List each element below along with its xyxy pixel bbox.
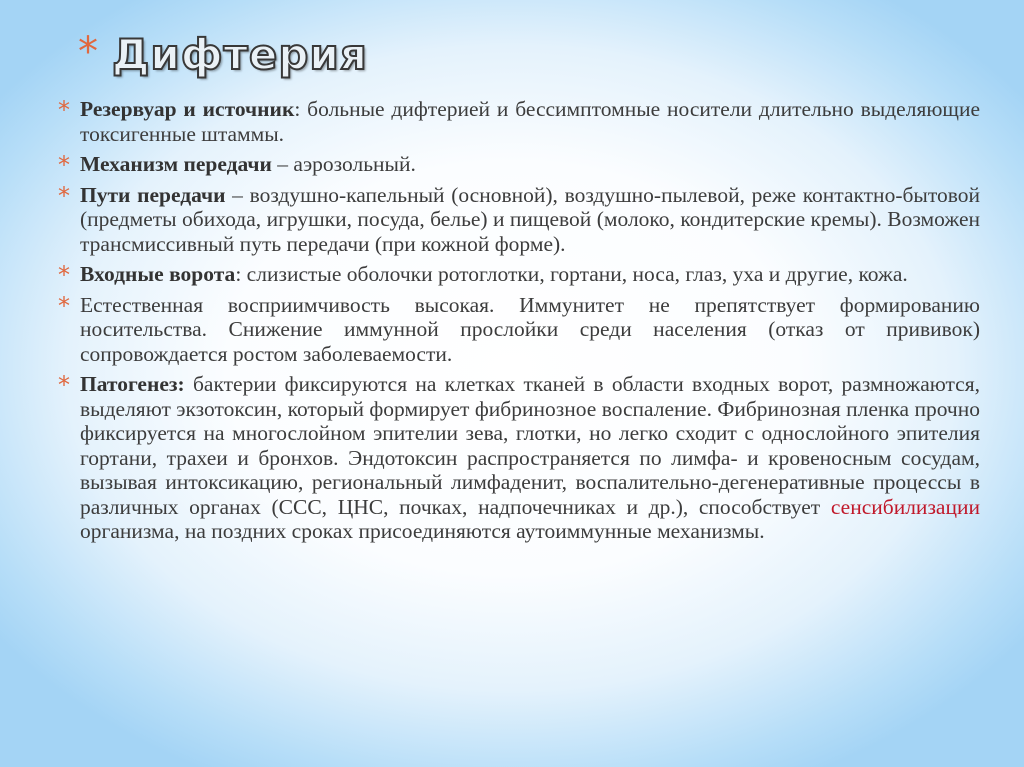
bullet-star-icon: * [58,291,70,320]
highlighted-term: сенсибилизации [830,494,980,519]
bullet-term: Резервуар и источник [80,97,295,121]
bullet-term: Пути передачи [80,182,226,207]
bullet-item-reservoir [56,97,980,146]
bullet-text [80,262,980,287]
bullet-text [80,293,980,367]
bullet-item-susceptibility [56,293,980,367]
bullet-term: Патогенез: [80,372,185,396]
bullet-star-icon: * [58,96,70,124]
bullet-star-icon: * [58,371,70,399]
bullet-text [80,152,980,177]
bullet-body: бактерии фиксируются на клетках тканей в области входных ворот, размножаются, выделяют экзотоксин, который формирует фибринозное воспаление. Фибринозная пленка прочно фиксируется на многослойном эпителии зева, глотки, но легко сходит с однослойного эпителия гортани, трахеи и бронхов. Эндотоксин распространяется по лимфа- и кровеносным сосудам, вызывая интоксикацию, региональный лимфаденит, воспалительно-дегенеративные процессы в различных органах (ССС, ЦНС, почках, надпочечниках и др.), способствует [80,372,980,519]
bullet-star-icon: * [58,151,70,179]
bullet-item-pathogenesis [56,372,980,544]
bullet-body: аэрозольный. [288,152,416,176]
term-separator: – [225,182,243,207]
term-separator: – [271,152,289,176]
bullet-star-icon: * [58,181,70,210]
bullet-body: слизистые оболочки ротоглотки, гортани, носа, глаз, уха и другие, кожа. [241,262,908,286]
bullet-term: Входные ворота [80,262,236,286]
slide-content [56,97,980,550]
bullet-text [80,183,980,257]
bullet-item-entry-gates [56,262,980,287]
bullet-text [80,97,980,146]
term-separator: : [294,97,301,121]
bullet-body-end: организма, на поздних сроках присоединяются аутоиммунные механизмы. [80,519,765,543]
bullet-body: больные дифтерией и бессимптомные носители длительно выделяющие токсигенные штаммы. [80,97,980,146]
bullet-body: Естественная восприимчивость высокая. Иммунитет не препятствует формированию носительства. Снижение иммунной прослойки среди населения (отказ от прививок) сопровождается ростом заболеваемости. [80,292,980,366]
bullet-term: Механизм передачи [80,152,272,176]
slide-title: Дифтерия [112,30,368,79]
bullet-body: воздушно-капельный (основной), воздушно-пылевой, реже контактно-бытовой (предметы обихода, игрушки, посуда, белье) и пищевой (молоко, кондитерские кремы). Возможен трансмиссивный путь передачи (при кожной форме). [80,182,980,256]
title-bullet-icon: * [78,29,98,75]
term-separator: : [235,262,242,286]
bullet-item-mechanism [56,152,980,177]
bullet-text [80,372,980,544]
bullet-star-icon: * [58,261,70,289]
bullet-item-routes [56,183,980,257]
